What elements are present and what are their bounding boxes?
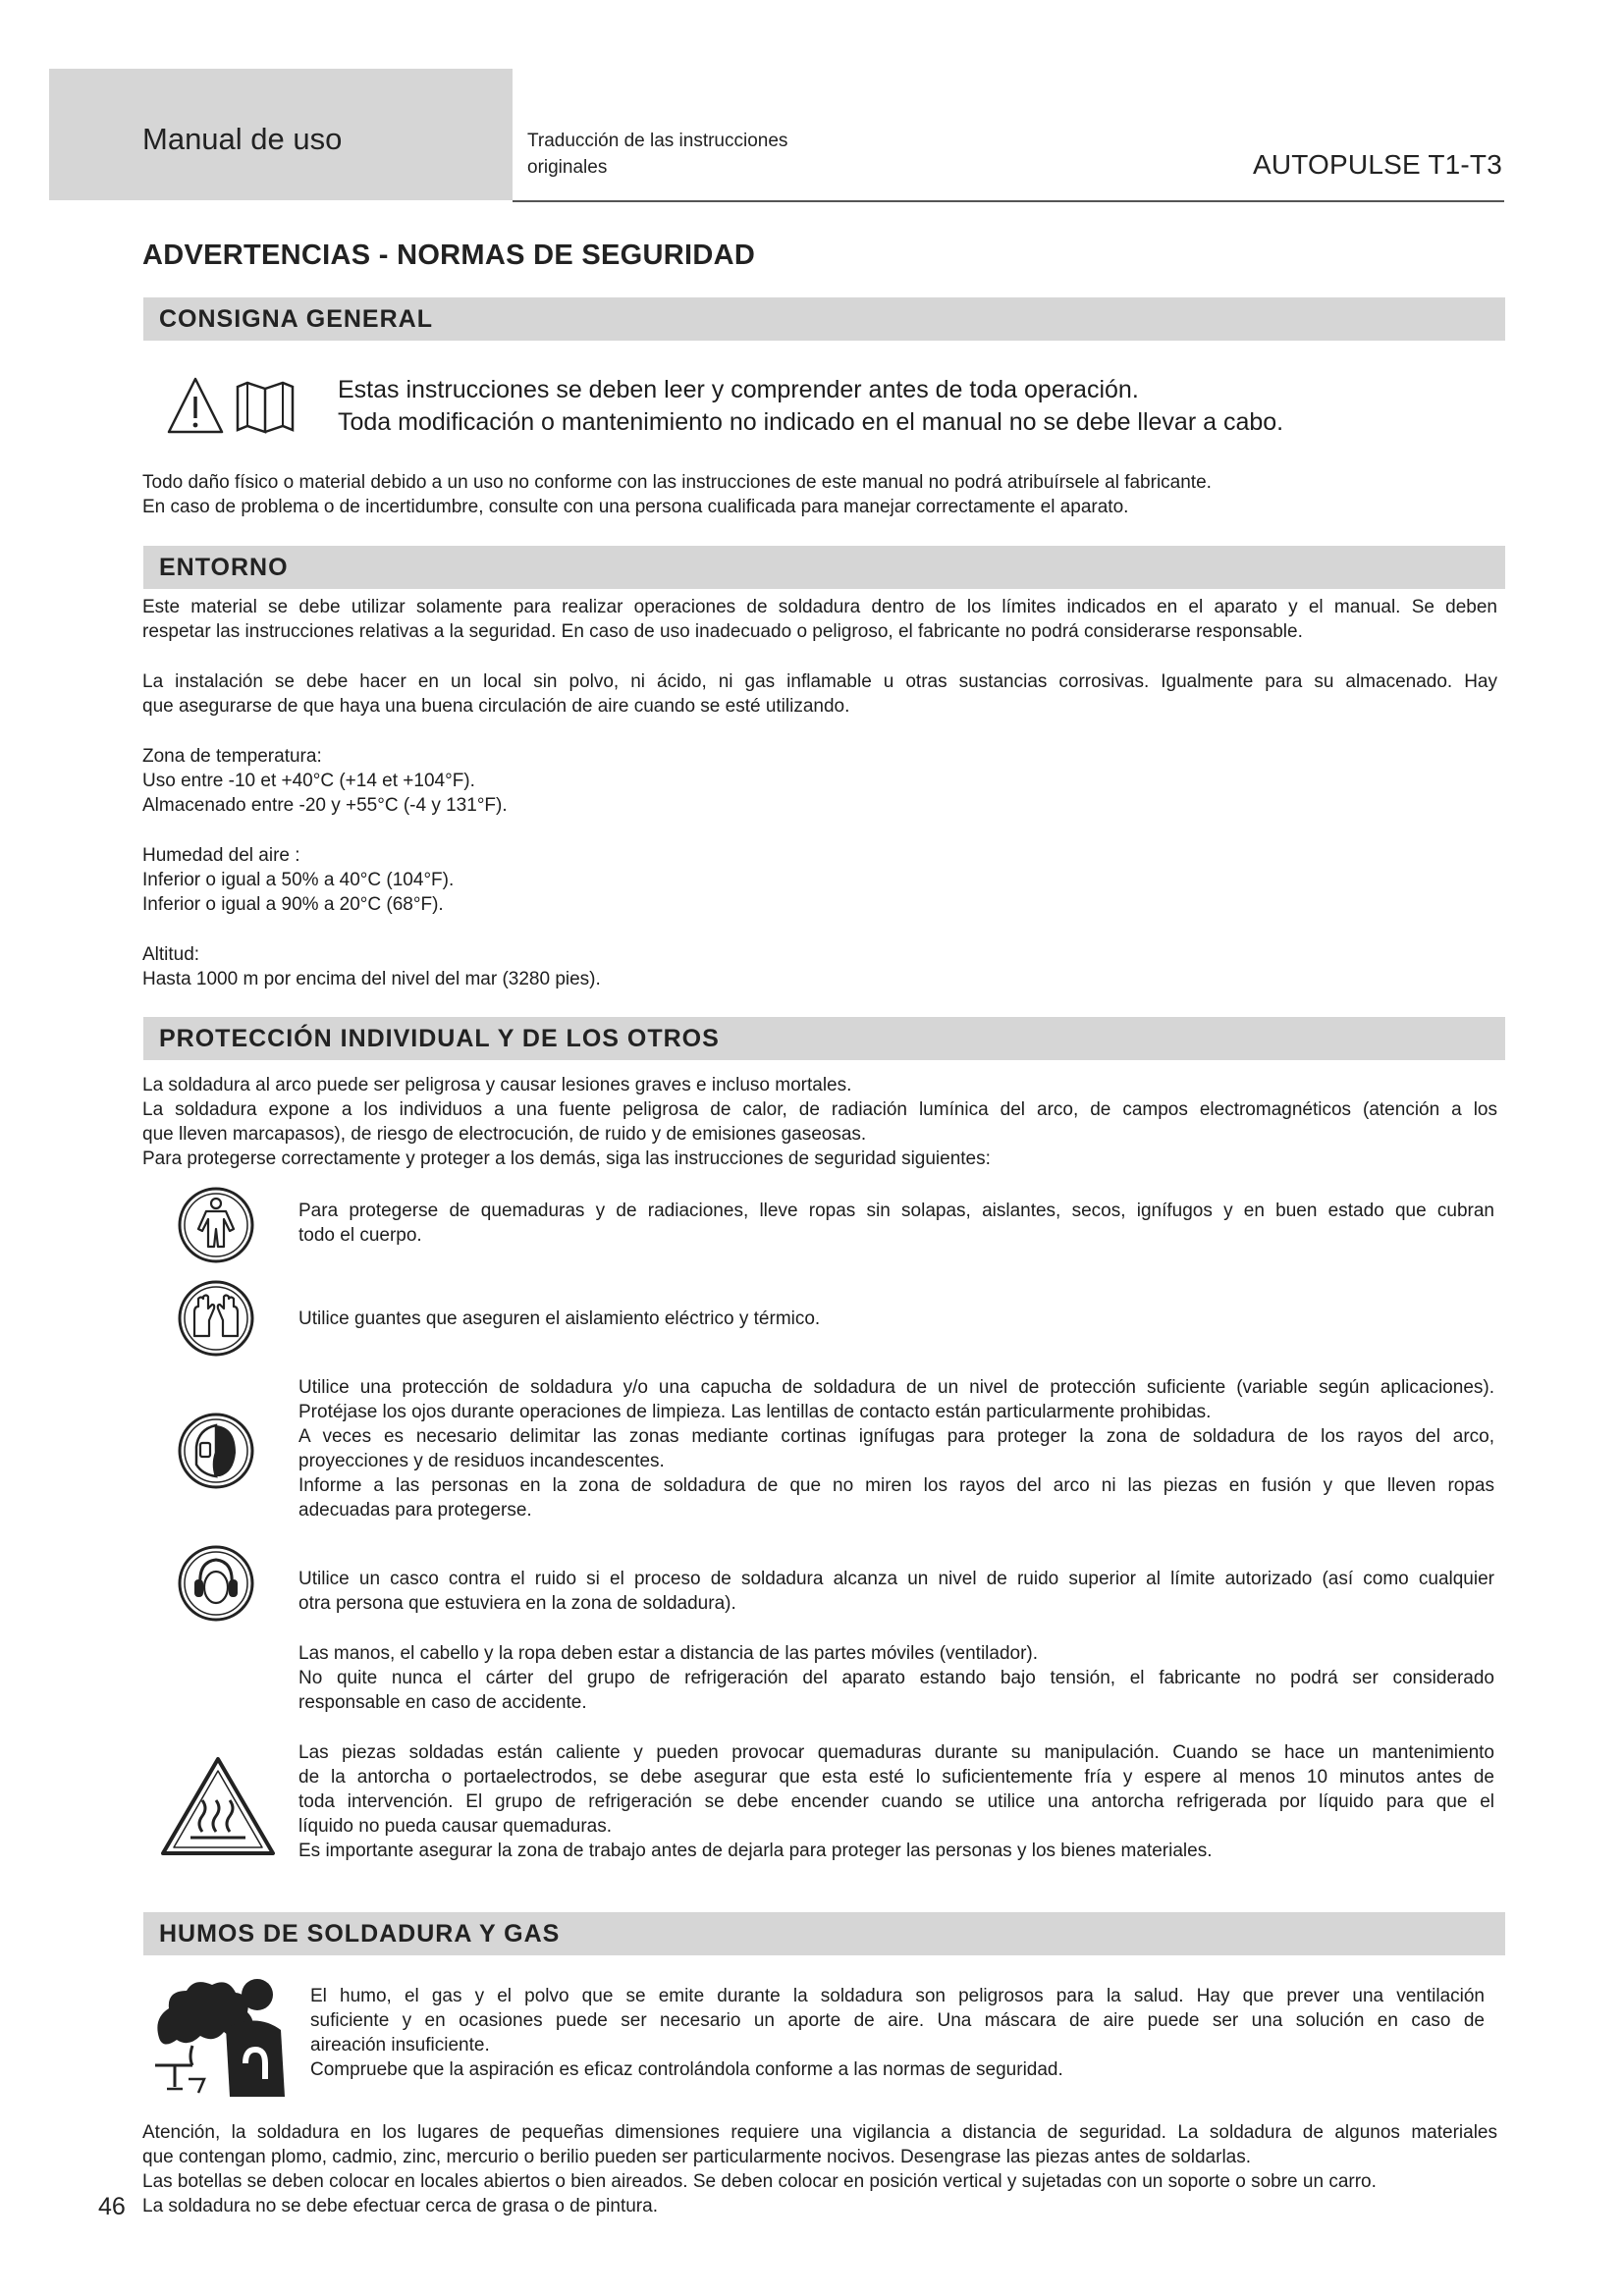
clothing-text bbox=[298, 1199, 1494, 1248]
section-heading-proteccion-label: PROTECCIÓN INDIVIDUAL Y DE LOS OTROS bbox=[159, 1025, 720, 1052]
page-number: 46 bbox=[98, 2193, 126, 2220]
general-callout-line: Toda modificación o mantenimiento no indicado en el manual no se debe llevar a cabo. bbox=[338, 408, 1284, 436]
text-line: de la antorcha o portaelectrodos, se debe asegurar que esta esté lo suficientemente fría y espere al menos 10 minutos antes de bbox=[298, 1767, 1494, 1788]
section-heading-proteccion bbox=[143, 1017, 1505, 1060]
warning-manual-icon bbox=[167, 375, 302, 436]
general-callout-line: Estas instrucciones se deben leer y comprender antes de toda operación. bbox=[338, 376, 1139, 403]
text-line: que contengan plomo, cadmio, zinc, mercurio o berilio pueden ser particularmente nocivos. Desengrase las piezas antes de soldarlas. bbox=[142, 2147, 1252, 2167]
general-paragraph bbox=[142, 470, 1212, 519]
text-line: toda intervención. El grupo de refrigeración se debe encender cuando se utilice una antorcha refrigerada por líquido para que el bbox=[298, 1791, 1494, 1812]
text-line: Informe a las personas en la zona de soldadura de que no miren los rayos del arco ni las piezas en fusión y que lleven ropas bbox=[298, 1475, 1494, 1496]
text-line: respetar las instrucciones relativas a la seguridad. En caso de uso inadecuado o peligroso, el fabricante no podrá considerarse responsable. bbox=[142, 621, 1303, 642]
general-callout bbox=[338, 374, 1283, 439]
text-line: todo el cuerpo. bbox=[298, 1225, 422, 1246]
gloves-icon bbox=[177, 1279, 255, 1358]
section-heading-general-label: CONSIGNA GENERAL bbox=[159, 305, 433, 333]
text-line: Zona de temperatura: bbox=[142, 746, 322, 767]
section-heading-humos bbox=[143, 1912, 1505, 1955]
welding-mask-icon bbox=[177, 1412, 255, 1490]
page-title: ADVERTENCIAS - NORMAS DE SEGURIDAD bbox=[142, 240, 756, 271]
text-line: Todo daño físico o material debido a un uso no conforme con las instrucciones de este manual no podrá atribuírsele al fabricante. bbox=[142, 472, 1212, 493]
text-line: La soldadura expone a los individuos a una fuente peligrosa de calor, de radiación lumínica del arco, de campos electromagnéticos (atención a los bbox=[142, 1099, 1497, 1120]
section-heading-general bbox=[143, 297, 1505, 341]
text-line: otra persona que estuviera en la zona de soldadura). bbox=[298, 1593, 736, 1614]
text-line: Es importante asegurar la zona de trabajo antes de dejarla para proteger las personas y los bienes materiales. bbox=[298, 1841, 1213, 1861]
text-line: A veces es necesario delimitar las zonas mediante cortinas ignífugas para proteger la zona de soldadura de los rayos del arco, bbox=[298, 1426, 1494, 1447]
text-line: que lleven marcapasos), de riesgo de electrocución, de ruido y de emisiones gaseosas. bbox=[142, 1124, 867, 1145]
text-line: suficiente y en ocasiones puede ser necesario un aporte de aire. Una máscara de aire puede ser una solución en caso de bbox=[310, 2010, 1485, 2031]
hot-parts-text bbox=[298, 1740, 1494, 1863]
text-line: Las botellas se deben colocar en locales abiertos o bien aireados. Se deben colocar en posición vertical y sujetadas con un soporte o sobre un carro. bbox=[142, 2171, 1377, 2192]
text-line: En caso de problema o de incertidumbre, consulte con una persona cualificada para manejar correctamente el aparato. bbox=[142, 497, 1129, 517]
text-line: Atención, la soldadura en los lugares de pequeñas dimensiones requiere una vigilancia a distancia de seguridad. La soldadura de algunos materiales bbox=[142, 2122, 1497, 2143]
text-line: Humedad del aire : bbox=[142, 845, 300, 866]
fumes-text bbox=[310, 1984, 1485, 2082]
gloves-text bbox=[298, 1307, 820, 1331]
ear-protection-icon bbox=[177, 1544, 255, 1623]
section-heading-entorno bbox=[143, 546, 1505, 589]
text-line: El humo, el gas y el polvo que se emite durante la soldadura son peligrosos para la salud. Hay que prever una ventilación bbox=[310, 1986, 1485, 2006]
text-line: Protéjase los ojos durante operaciones de limpieza. Las lentillas de contacto están particularmente prohibidas. bbox=[298, 1402, 1212, 1422]
text-line: Inferior o igual a 50% a 40°C (104°F). bbox=[142, 870, 455, 890]
text-line: La soldadura no se debe efectuar cerca de grasa o de pintura. bbox=[142, 2196, 658, 2216]
altitude-block bbox=[142, 942, 601, 991]
translation-line-1: Traducción de las instrucciones bbox=[527, 131, 788, 151]
temperature-block bbox=[142, 744, 508, 818]
text-line: responsable en caso de accidente. bbox=[298, 1692, 587, 1713]
text-line: Este material se debe utilizar solamente para realizar operaciones de soldadura dentro de los límites indicados en el aparato y el manual. Se deben bbox=[142, 597, 1497, 617]
text-line: Para protegerse de quemaduras y de radiaciones, lleve ropas sin solapas, aislantes, secos, ignífugos y en buen estado que cubran bbox=[298, 1201, 1494, 1221]
moving-parts-text bbox=[298, 1641, 1494, 1715]
humidity-block bbox=[142, 843, 454, 917]
text-line: Uso entre -10 et +40°C (+14 et +104°F). bbox=[142, 771, 475, 791]
text-line: Utilice un casco contra el ruido si el proceso de soldadura alcanza un nivel de ruido superior al límite autorizado (así como cualquier bbox=[298, 1569, 1494, 1589]
text-line: Compruebe que la aspiración es eficaz controlándola conforme a las normas de seguridad. bbox=[310, 2059, 1063, 2080]
section-heading-entorno-label: ENTORNO bbox=[159, 554, 289, 581]
translation-line-2: originales bbox=[527, 157, 608, 178]
welding-fumes-icon bbox=[149, 1969, 297, 2102]
text-line: La instalación se debe hacer en un local sin polvo, ni ácido, ni gas inflamable u otras sustancias corrosivas. Igualmente para su almacenado. Hay bbox=[142, 671, 1497, 692]
proteccion-intro bbox=[142, 1073, 1497, 1171]
text-line: Altitud: bbox=[142, 944, 200, 965]
text-line: que asegurarse de que haya una buena circulación de aire cuando se esté utilizando. bbox=[142, 696, 850, 717]
text-line: Para protegerse correctamente y proteger a los demás, siga las instrucciones de seguridad siguientes: bbox=[142, 1148, 991, 1169]
text-line: Las manos, el cabello y la ropa deben estar a distancia de las partes móviles (ventilador). bbox=[298, 1643, 1039, 1664]
mask-text bbox=[298, 1375, 1494, 1522]
protective-clothing-icon bbox=[177, 1186, 255, 1264]
text-line: proyecciones y de residuos incandescentes. bbox=[298, 1451, 665, 1471]
text-line: Las piezas soldadas están caliente y pueden provocar quemaduras durante su manipulación. Cuando se hace un mantenimiento bbox=[298, 1742, 1494, 1763]
fumes-final-text bbox=[142, 2120, 1497, 2218]
translation-note bbox=[527, 128, 787, 181]
entorno-paragraph-2 bbox=[142, 669, 1497, 719]
text-line: Utilice guantes que aseguren el aislamiento eléctrico y térmico. bbox=[298, 1308, 821, 1329]
text-line: La soldadura al arco puede ser peligrosa y causar lesiones graves e incluso mortales. bbox=[142, 1075, 852, 1095]
text-line: líquido no pueda causar quemaduras. bbox=[298, 1816, 613, 1837]
text-line: Utilice una protección de soldadura y/o una capucha de soldadura de un nivel de protección suficiente (variable según aplicaciones). bbox=[298, 1377, 1494, 1398]
manual-label: Manual de uso bbox=[142, 122, 343, 156]
text-line: Hasta 1000 m por encima del nivel del mar (3280 pies). bbox=[142, 969, 601, 989]
entorno-paragraph-1 bbox=[142, 595, 1497, 644]
header-rule bbox=[513, 200, 1504, 202]
model-name: AUTOPULSE T1-T3 bbox=[1252, 149, 1502, 180]
text-line: No quite nunca el cárter del grupo de refrigeración del aparato estando bajo tensión, el fabricante no podrá ser considerado bbox=[298, 1668, 1494, 1688]
hot-surface-warning-icon bbox=[159, 1755, 277, 1857]
text-line: aireación insuficiente. bbox=[310, 2035, 490, 2056]
text-line: Almacenado entre -20 y +55°C (-4 y 131°F). bbox=[142, 795, 508, 816]
text-line: Inferior o igual a 90% a 20°C (68°F). bbox=[142, 894, 444, 915]
text-line: adecuadas para protegerse. bbox=[298, 1500, 532, 1521]
section-heading-humos-label: HUMOS DE SOLDADURA Y GAS bbox=[159, 1920, 561, 1948]
ear-text bbox=[298, 1567, 1494, 1616]
